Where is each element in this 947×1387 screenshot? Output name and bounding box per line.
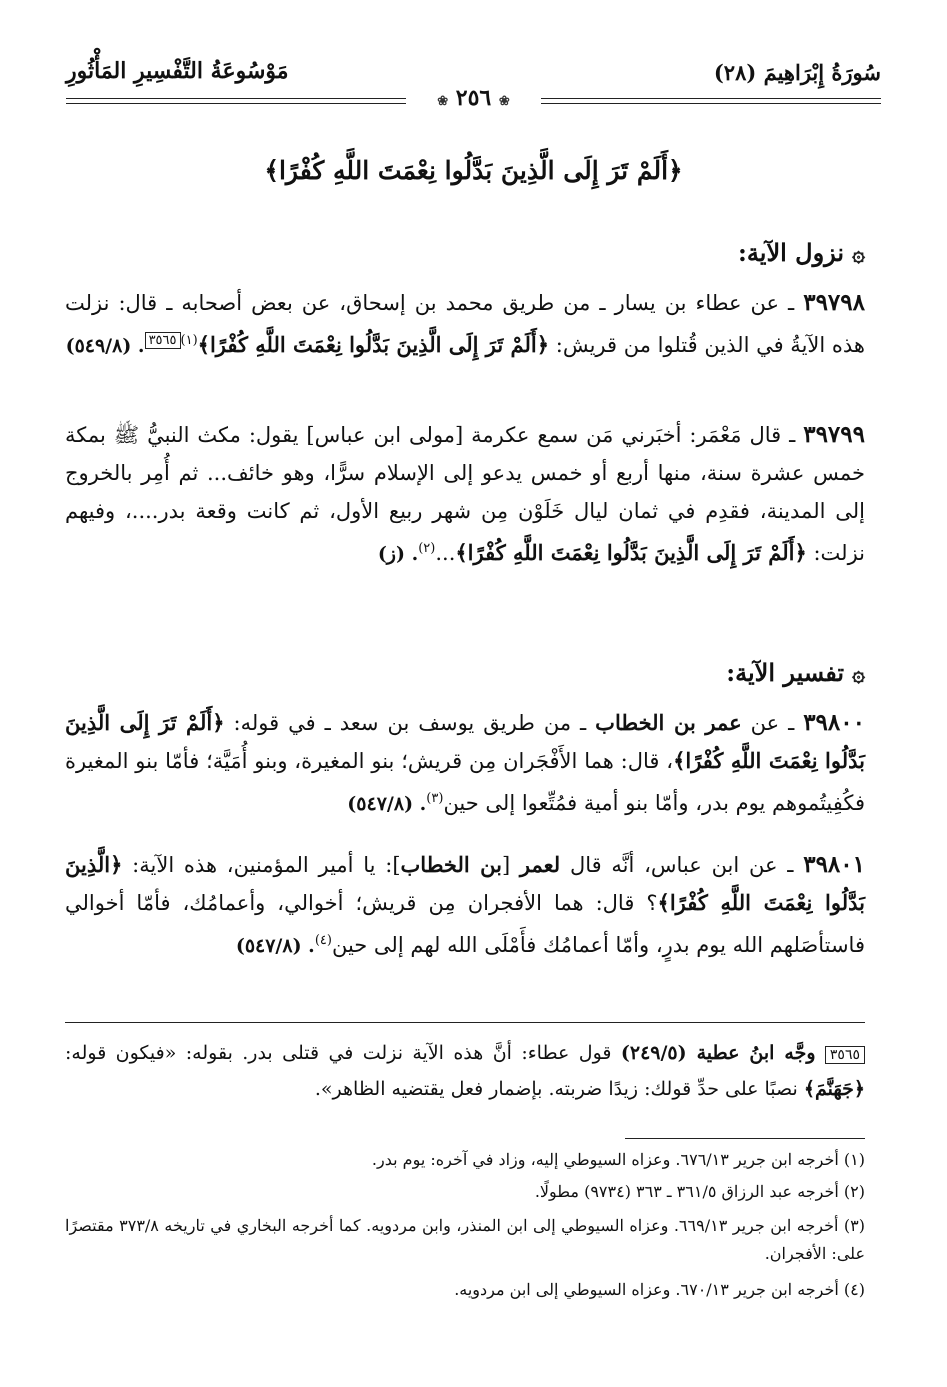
- entry-text: ـ من طريق يوسف بن سعد ـ في قوله:: [224, 711, 596, 735]
- page-header: [66, 52, 881, 112]
- narrator-name: عمر بن الخطاب: [595, 710, 742, 735]
- narrator-name: بن الخطاب: [400, 852, 502, 877]
- verse-heading: ﴿أَلَمْ تَرَ إِلَى الَّذِينَ بَدَّلُوا نِعْمَتَ اللَّهِ كُفْرًا﴾: [264, 156, 683, 185]
- entry-number: ٣٩٧٩٩: [803, 421, 865, 448]
- ornament-icon: ❀: [437, 94, 449, 109]
- entry-text: ؟ قال: هما الأفجران مِن قريش؛ أخوالي، وأعمامُك، فأمّا أخوالي فاستأصَلهم الله يوم بدرٍ، وأمّا أعمامُك فأَمْلَى الله لهم إلى حين: [65, 891, 865, 957]
- section-title-text: نزول الآية:: [738, 238, 845, 267]
- star-ornament-icon: ۞: [852, 661, 865, 687]
- entry-text: ـ عن: [741, 711, 804, 735]
- entry-text: ، قال: هما الأَفْجَران مِن قريش؛ بنو المغيرة، وبنو أُمَيَّة؛ فأمّا بنو المغيرة فكُفِيتُموهم يوم بدر، وأمّا بنو أمية فمُتِّعوا إلى حين: [65, 749, 865, 815]
- entry-text: ـ عن عطاء بن يسار ـ من طريق محمد بن إسحاق، عن بعض أصحابه ـ قال: نزلت هذه الآيةُ في الذين قُتلوا من قريش:: [65, 291, 865, 357]
- note-text: نصبًا على حدِّ قولك: زيدًا ضربته. بإضمار فعل يقتضيه الظاهر».: [314, 1078, 804, 1100]
- footnote-marker[interactable]: (٣): [426, 791, 444, 806]
- footnote: (٣) أخرجه ابن جرير ٦٦٩/١٣. وعزاه السيوطي إلى ابن المنذر، وابن مردويه. كما أخرجه البخاري في تاريخه ٣٧٣/٨ مقتصرًا على: الأفجران.: [65, 1216, 866, 1263]
- section-title-tafsir: [726, 658, 865, 687]
- ornament-icon: ❀: [498, 94, 510, 109]
- page-number: [411, 85, 536, 111]
- entry-text: ...: [435, 541, 456, 565]
- entry-number: ٣٩٧٩٨: [803, 289, 865, 316]
- entry-text: ]: يا أمير المؤمنين، هذه الآية:: [122, 853, 401, 877]
- quran-quote: ﴿أَلَمْ تَرَ إِلَى الَّذِينَ بَدَّلُوا نِعْمَتَ اللَّهِ كُفْرًا﴾: [65, 710, 865, 773]
- hadith-entry: [65, 704, 865, 823]
- section-divider: [65, 1022, 865, 1023]
- entry-number: ٣٩٨٠١: [803, 851, 865, 878]
- header-rule-left: [66, 98, 406, 104]
- footnote-marker[interactable]: (٢): [418, 541, 436, 556]
- source-reference: . (٥٤٧/٨): [347, 793, 427, 815]
- surah-header: سُورَةُ إِبْرَاهِيمَ (٢٨): [713, 60, 881, 85]
- hadith-entry: [65, 416, 865, 573]
- commentary-note: [65, 1036, 865, 1106]
- source-reference: . (٥٤٩/٨): [65, 335, 145, 357]
- footnote: (١) أخرجه ابن جرير ٦٧٦/١٣. وعزاه السيوطي إليه، وزاد في آخره: يوم بدر.: [371, 1150, 865, 1169]
- header-rule-right: [541, 98, 881, 104]
- quran-quote: ﴿أَلَمْ تَرَ إِلَى الَّذِينَ بَدَّلُوا نِعْمَتَ اللَّهِ كُفْرًا﴾: [455, 540, 807, 565]
- quran-quote: ﴿الَّذِينَ بَدَّلُوا نِعْمَتَ اللَّهِ كُفْرًا﴾: [65, 852, 865, 915]
- footnote: (٢) أخرجه عبد الرزاق ٣٦١/٥ ـ ٣٦٣ (٩٧٣٤) مطولًا.: [534, 1182, 865, 1201]
- star-ornament-icon: ۞: [852, 241, 865, 267]
- note-reference-box[interactable]: ٣٥٦٥: [145, 332, 181, 349]
- page-number-text: ٢٥٦: [455, 85, 492, 111]
- narrator-name: لعمر: [519, 852, 561, 877]
- entry-text: [: [501, 853, 520, 877]
- commentator-name: وجَّه ابنُ عطية (٢٤٩/٥): [620, 1042, 816, 1064]
- entry-text: ـ قال مَعْمَر: أخبَرني مَن سمع عكرمة [مولى ابن عباس] يقول: مكث النبيُّ ﷺ بمكة خمس عشرة سنة، منها أربع أو خمس يدعو إلى الإسلام سرًّا، وهو خائف... ثم أُمِر بالخروج إلى المدينة، فقدِم في ثمان ليال خَلَوْن مِن شهر ربيع الأول، ثم كانت وقعة بدر....، وفيهم نزلت:: [65, 423, 865, 565]
- section-title-nuzul: [738, 238, 865, 267]
- hadith-entry: [65, 284, 865, 365]
- source-reference: . (٥٤٧/٨): [235, 935, 315, 957]
- footnote-marker[interactable]: (١): [180, 333, 198, 348]
- footnote-marker[interactable]: (٤): [314, 933, 332, 948]
- note-reference-box[interactable]: ٣٥٦٥: [825, 1046, 865, 1064]
- quran-quote: ﴿أَلَمْ تَرَ إِلَى الَّذِينَ بَدَّلُوا نِعْمَتَ اللَّهِ كُفْرًا﴾: [197, 332, 550, 357]
- book-title: مَوْسُوعَةُ التَّفْسِيرِ المَأْثُورِ: [66, 58, 289, 84]
- entry-text: ـ عن ابن عباس، أنَّه قال: [560, 853, 804, 877]
- section-title-text: تفسير الآية:: [726, 658, 845, 687]
- source-reference: . (ز): [377, 543, 419, 565]
- note-text: قول عطاء: أنَّ هذه الآية نزلت في قتلى بدر. بقوله: «فيكون قوله:: [65, 1042, 621, 1064]
- quran-quote: ﴿جَهَنَّمَ﴾: [803, 1078, 865, 1100]
- footnote-rule: [625, 1138, 865, 1139]
- hadith-entry: [65, 846, 865, 965]
- entry-number: ٣٩٨٠٠: [803, 709, 865, 736]
- footnote: (٤) أخرجه ابن جرير ٦٧٠/١٣. وعزاه السيوطي إلى ابن مردويه.: [454, 1280, 865, 1299]
